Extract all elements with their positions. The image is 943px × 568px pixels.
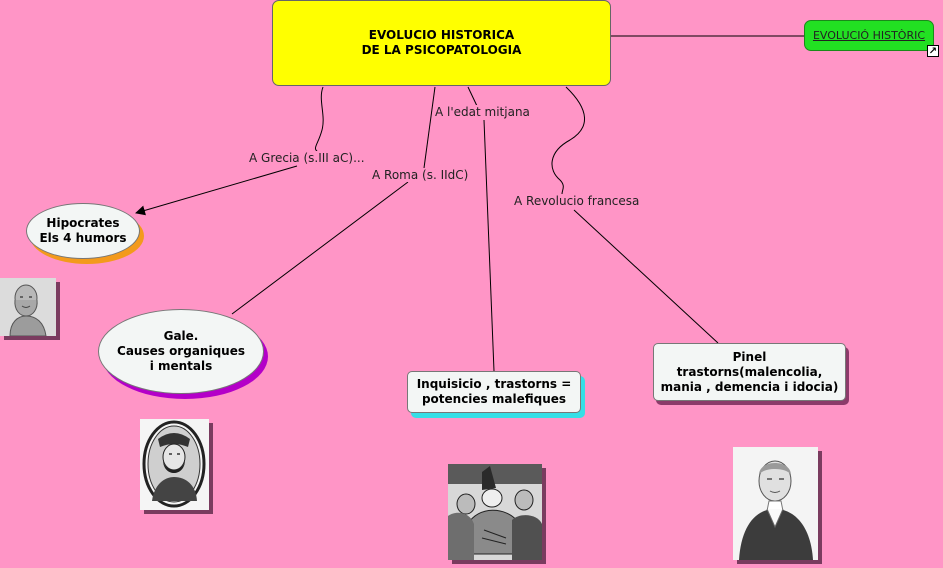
linking-phrase-roma[interactable]: A Roma (s. IIdC) bbox=[372, 168, 469, 182]
portrait-hipocrates-image[interactable] bbox=[0, 278, 56, 336]
engraving-inquisicio-image[interactable] bbox=[448, 464, 542, 560]
connector-grecia-to-hipocrates bbox=[136, 166, 297, 213]
connector-root-to-grecia bbox=[315, 87, 323, 152]
linking-phrase-edat-mitjana[interactable]: A l'edat mitjana bbox=[435, 105, 530, 119]
linking-phrase-revolucio[interactable]: A Revolucio francesa bbox=[514, 194, 640, 208]
concept-hipocrates[interactable]: Hipocrates Els 4 humors bbox=[26, 203, 140, 259]
portrait-gale-image[interactable] bbox=[140, 419, 209, 510]
linking-phrase-grecia[interactable]: A Grecia (s.III aC)... bbox=[249, 151, 365, 165]
connector-root-to-roma bbox=[424, 87, 435, 168]
connector-revolucio-to-pinel bbox=[574, 210, 718, 343]
concept-inquisicio[interactable]: Inquisicio , trastorns = potencies malefiques bbox=[407, 371, 581, 413]
root-concept[interactable]: EVOLUCIO HISTORICA DE LA PSICOPATOLOGIA bbox=[272, 0, 611, 86]
external-link-icon[interactable]: ↗ bbox=[928, 46, 938, 57]
portrait-pinel-image[interactable] bbox=[733, 447, 818, 560]
connector-root-to-edat-mitjana bbox=[468, 87, 477, 106]
link-node-evolucio-historic[interactable]: EVOLUCIÓ HISTÒRIC bbox=[804, 20, 934, 51]
concept-gale[interactable]: Gale. Causes organiques i mentals bbox=[98, 309, 264, 394]
connector-root-to-revolucio bbox=[552, 87, 585, 194]
concept-pinel[interactable]: Pinel trastorns(malencolia, mania , demencia i idocia) bbox=[653, 343, 846, 401]
connector-edat-mitjana-to-inquisicio bbox=[484, 120, 494, 371]
connector-roma-to-gale bbox=[232, 182, 408, 314]
